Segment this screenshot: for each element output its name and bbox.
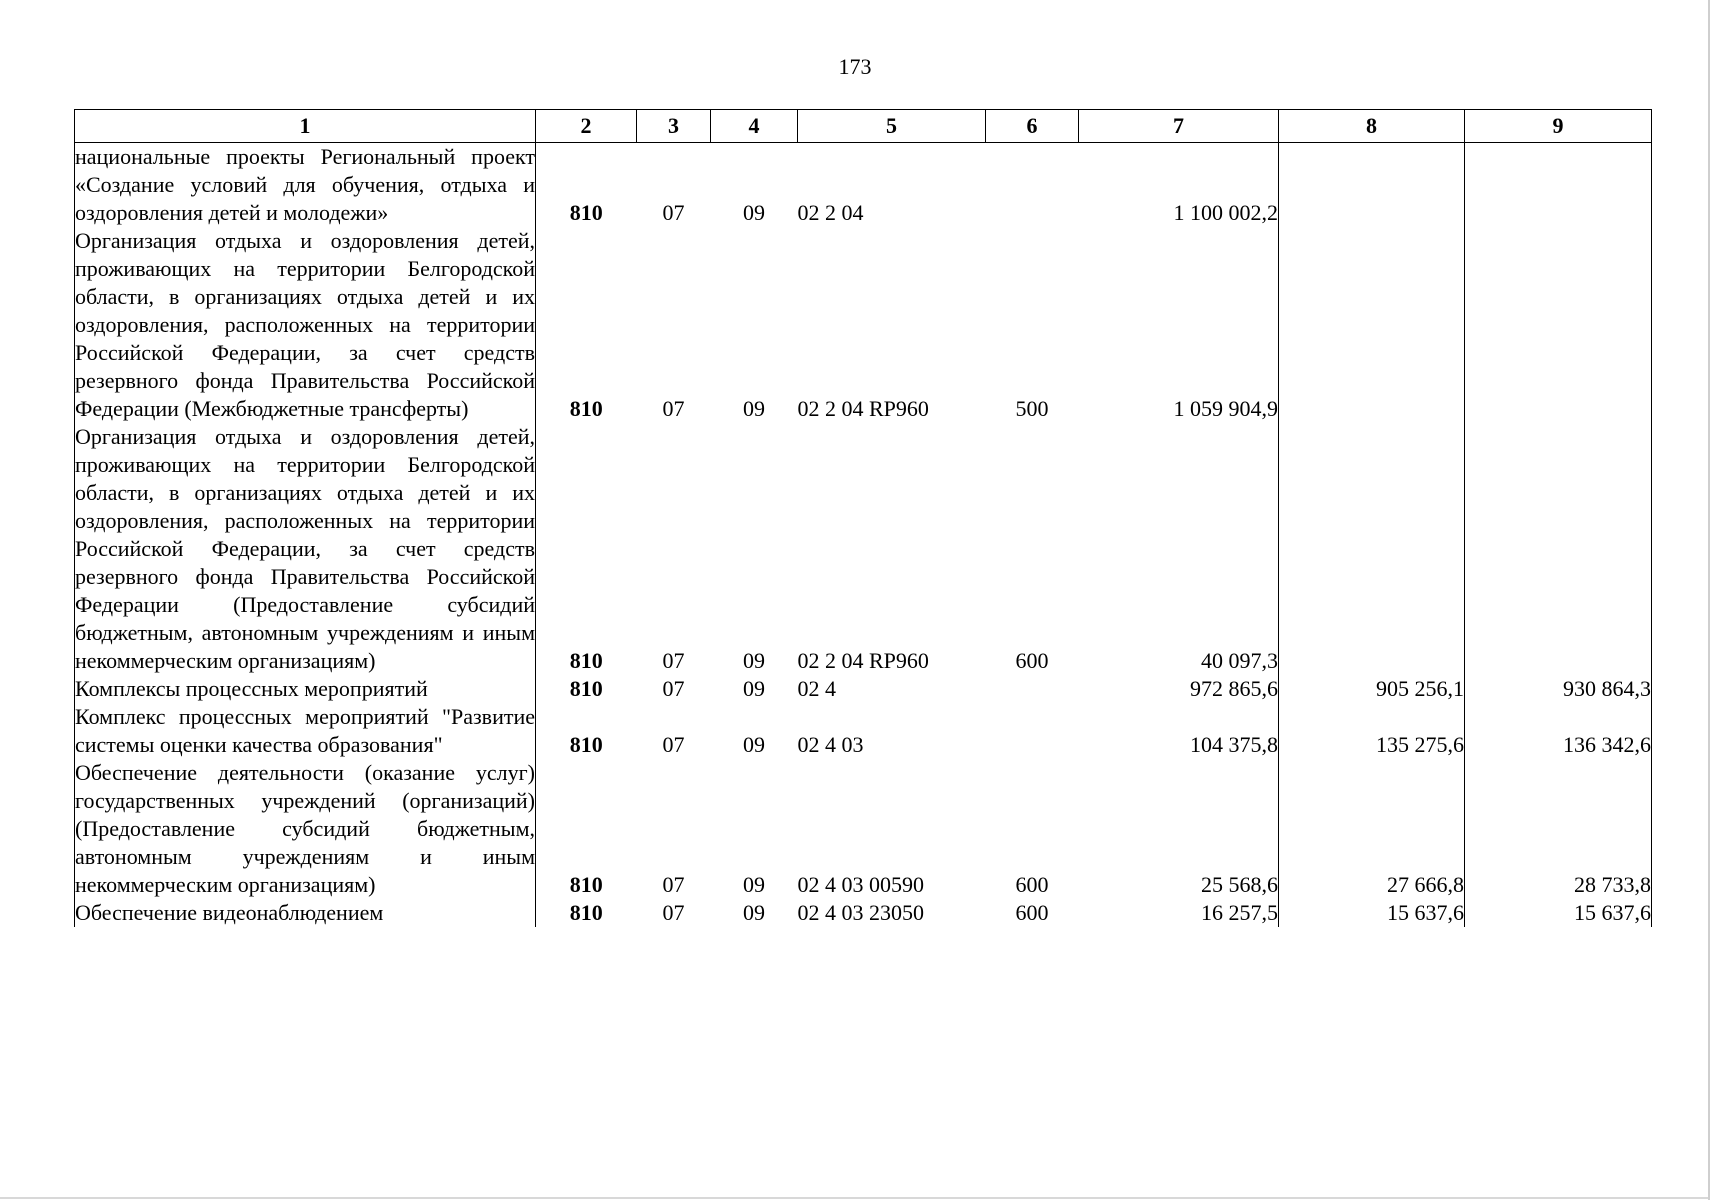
row-section: 07 [662, 900, 685, 925]
page-number: 173 [838, 54, 872, 79]
header-col-4: 4 [711, 110, 798, 143]
row-subsection: 09 [743, 648, 765, 673]
table-row [75, 759, 1652, 899]
row-code: 810 [536, 675, 637, 703]
row-subsection: 09 [743, 900, 765, 925]
row-name: Комплекс процессных мероприятий "Развитие системы оценки качества образования" [75, 704, 535, 757]
row-amount-2 [1279, 423, 1465, 675]
row-amount-3: 930 864,3 [1465, 675, 1652, 703]
row-amount-3: 15 637,6 [1465, 899, 1652, 927]
row-expense-type: 500 [1015, 396, 1049, 421]
row-amount-3 [1465, 423, 1652, 675]
row-section: 07 [662, 200, 685, 225]
row-subsection: 09 [743, 676, 765, 701]
row-subsection: 09 [743, 732, 765, 757]
row-section: 07 [662, 396, 685, 421]
row-section: 07 [662, 872, 685, 897]
row-section: 07 [662, 648, 685, 673]
table-row [75, 703, 1652, 759]
row-code: 810 [536, 759, 637, 899]
header-col-9: 9 [1465, 110, 1652, 143]
header-col-1: 1 [75, 110, 536, 143]
row-code: 810 [536, 423, 637, 675]
row-expense-type: 600 [1015, 900, 1049, 925]
row-amount-1: 1 059 904,9 [1079, 227, 1279, 423]
row-target-article: 02 2 04 RP960 [797, 396, 929, 421]
header-col-7: 7 [1079, 110, 1279, 143]
row-name: Организация отдыха и оздоровления детей, проживающих на территории Белгородской области, в организациях отдыха детей и их оздоровления, расположенных на территории Российской Федерации, за счет средств резервного фонда Правительства Российской Федерации (Межбюджетные трансферты) [75, 228, 535, 421]
table-row [75, 227, 1652, 423]
row-name: Организация отдыха и оздоровления детей, проживающих на территории Белгородской области, в организациях отдыха детей и их оздоровления, расположенных на территории Российской Федерации, за счет средств резервного фонда Правительства Российской Федерации (Предоставление субсидий бюджетным, автономным учреждениям и иным некоммерческим организациям) [75, 424, 535, 673]
row-amount-3 [1465, 143, 1652, 228]
row-target-article: 02 2 04 [797, 200, 864, 225]
row-amount-1: 972 865,6 [1079, 675, 1279, 703]
table-row [75, 675, 1652, 703]
row-target-article: 02 4 03 [797, 732, 864, 757]
row-amount-3 [1465, 227, 1652, 423]
row-code: 810 [536, 143, 637, 228]
row-amount-2 [1279, 143, 1465, 228]
header-col-2: 2 [536, 110, 637, 143]
header-col-5: 5 [798, 110, 986, 143]
row-amount-2: 15 637,6 [1279, 899, 1465, 927]
row-expense-type [986, 675, 1079, 703]
row-amount-1: 16 257,5 [1079, 899, 1279, 927]
row-amount-3: 136 342,6 [1465, 703, 1652, 759]
row-amount-1: 104 375,8 [1079, 703, 1279, 759]
row-name: Обеспечение видеонаблюдением [75, 899, 536, 927]
header-col-3: 3 [637, 110, 711, 143]
row-expense-type [986, 703, 1079, 759]
row-subsection: 09 [743, 200, 765, 225]
row-amount-3: 28 733,8 [1465, 759, 1652, 899]
row-expense-type: 600 [1015, 872, 1049, 897]
row-name: Комплексы процессных мероприятий [75, 675, 536, 703]
row-amount-2: 135 275,6 [1279, 703, 1465, 759]
row-amount-1: 25 568,6 [1079, 759, 1279, 899]
row-amount-2: 905 256,1 [1279, 675, 1465, 703]
row-amount-1: 1 100 002,2 [1079, 143, 1279, 228]
row-section: 07 [662, 676, 685, 701]
row-code: 810 [536, 899, 637, 927]
row-amount-2: 27 666,8 [1279, 759, 1465, 899]
header-row [75, 110, 1652, 143]
header-col-8: 8 [1279, 110, 1465, 143]
row-amount-1: 40 097,3 [1079, 423, 1279, 675]
row-name: Обеспечение деятельности (оказание услуг) государственных учреждений (организаций) (Предоставление субсидий бюджетным, автономным учреждениям и иным некоммерческим организациям) [75, 760, 535, 897]
row-code: 810 [536, 227, 637, 423]
row-section: 07 [662, 732, 685, 757]
scan-bottom-edge [0, 1197, 1710, 1199]
row-subsection: 09 [743, 872, 765, 897]
table-row [75, 423, 1652, 675]
row-expense-type: 600 [1015, 648, 1049, 673]
row-amount-2 [1279, 227, 1465, 423]
table-row [75, 899, 1652, 927]
row-expense-type [986, 143, 1079, 228]
row-target-article: 02 4 03 00590 [797, 872, 924, 897]
row-target-article: 02 2 04 RP960 [797, 648, 929, 673]
row-name: национальные проекты Региональный проект «Создание условий для обучения, отдыха и оздоровления детей и молодежи» [75, 144, 535, 225]
row-target-article: 02 4 03 23050 [797, 900, 924, 925]
row-target-article: 02 4 [797, 676, 836, 701]
table-row [75, 143, 1652, 228]
row-subsection: 09 [743, 396, 765, 421]
header-col-6: 6 [986, 110, 1079, 143]
budget-table [74, 109, 1652, 927]
row-code: 810 [536, 703, 637, 759]
